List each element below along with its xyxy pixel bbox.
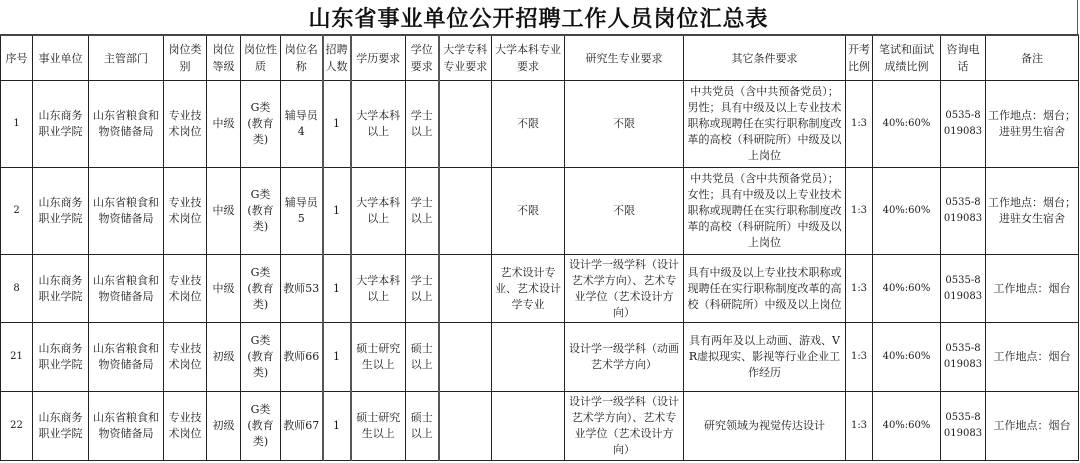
cell-unit[interactable]: 山东商务职业学院 <box>33 323 89 392</box>
col-header-grade[interactable]: 岗位等级 <box>207 35 241 81</box>
cell-other-text: 中共党员（含中共预备党员）；男性；具有中级及以上专业技术职称或现聘任在实行职称制度改革的高校（科研院所）中级及以上岗位 <box>687 85 842 162</box>
cell-college-major[interactable] <box>439 81 492 168</box>
cell-nature[interactable]: G类(教育类) <box>241 168 281 255</box>
cell-bachelor-major[interactable] <box>492 392 565 461</box>
cell-dept[interactable]: 山东省粮食和物资储备局 <box>89 255 164 323</box>
table-row <box>1 81 1079 168</box>
cell-dept[interactable]: 山东省粮食和物资储备局 <box>89 81 164 168</box>
cell-seq[interactable]: 2 <box>1 168 33 255</box>
cell-phone[interactable]: 0535-8019083 <box>941 255 986 323</box>
cell-college-major[interactable] <box>439 323 492 392</box>
cell-degree[interactable]: 学士以上 <box>406 255 439 323</box>
cell-phone[interactable]: 0535-8019083 <box>941 323 986 392</box>
cell-count[interactable]: 1 <box>323 392 351 461</box>
cell-degree[interactable]: 学士以上 <box>406 81 439 168</box>
cell-other[interactable]: 研究领域为视觉传达设计 <box>684 392 846 461</box>
cell-graduate-major[interactable]: 设计学一级学科（设计艺术学方向）、艺术专业学位（艺术设计方向） <box>565 255 684 323</box>
cell-category[interactable]: 专业技术岗位 <box>164 392 207 461</box>
col-header-bachelor-major[interactable]: 大学本科专业要求 <box>492 35 565 81</box>
col-header-count[interactable]: 招聘人数 <box>323 35 351 81</box>
cell-other[interactable] <box>684 168 846 255</box>
cell-bachelor-major[interactable] <box>492 323 565 392</box>
col-header-phone[interactable]: 咨询电话 <box>941 35 986 81</box>
cell-degree[interactable]: 硕士以上 <box>406 392 439 461</box>
cell-count[interactable]: 1 <box>323 168 351 255</box>
cell-post-name[interactable]: 辅导员5 <box>281 168 323 255</box>
table-title: 山东省事业单位公开招聘工作人员岗位汇总表 <box>0 0 1078 34</box>
cell-score-ratio[interactable]: 40%:60% <box>873 81 941 168</box>
col-header-seq[interactable]: 序号 <box>1 35 33 81</box>
cell-unit[interactable]: 山东商务职业学院 <box>33 255 89 323</box>
col-header-remark[interactable]: 备注 <box>986 35 1079 81</box>
cell-grade[interactable]: 初级 <box>207 323 241 392</box>
table-row <box>1 392 1079 461</box>
cell-ratio[interactable]: 1:3 <box>846 81 873 168</box>
cell-post-name[interactable]: 辅导员4 <box>281 81 323 168</box>
cell-unit[interactable]: 山东商务职业学院 <box>33 392 89 461</box>
cell-ratio[interactable]: 1:3 <box>846 168 873 255</box>
cell-graduate-major[interactable]: 不限 <box>565 168 684 255</box>
cell-category[interactable]: 专业技术岗位 <box>164 81 207 168</box>
cell-remark[interactable]: 工作地点：烟台 <box>986 255 1079 323</box>
cell-other[interactable]: 具有两年及以上动画、游戏、VR虚拟现实、影视等行业企业工作经历 <box>684 323 846 392</box>
cell-bachelor-major[interactable]: 不限 <box>492 168 565 255</box>
cell-graduate-major[interactable]: 不限 <box>565 81 684 168</box>
cell-score-ratio[interactable]: 40%:60% <box>873 255 941 323</box>
cell-remark[interactable]: 工作地点：烟台；进驻女生宿舍 <box>986 168 1079 255</box>
cell-unit[interactable]: 山东商务职业学院 <box>33 168 89 255</box>
col-header-education[interactable]: 学历要求 <box>351 35 406 81</box>
cell-education[interactable]: 硕士研究生以上 <box>351 392 406 461</box>
cell-phone[interactable]: 0535-8019083 <box>941 392 986 461</box>
cell-unit[interactable]: 山东商务职业学院 <box>33 81 89 168</box>
cell-seq[interactable]: 8 <box>1 255 33 323</box>
cell-other[interactable]: 具有中级及以上专业技术职称或现聘任在实行职称制度改革的高校（科研院所）中级及以上岗位 <box>684 255 846 323</box>
cell-graduate-major[interactable]: 设计学一级学科（动画艺术学方向） <box>565 323 684 392</box>
cell-ratio[interactable]: 1:3 <box>846 392 873 461</box>
table-row <box>1 255 1079 323</box>
cell-college-major[interactable] <box>439 168 492 255</box>
cell-grade[interactable]: 中级 <box>207 255 241 323</box>
cell-degree[interactable]: 硕士以上 <box>406 323 439 392</box>
cell-bachelor-major[interactable]: 艺术设计专业、艺术设计学专业 <box>492 255 565 323</box>
cell-remark[interactable]: 工作地点：烟台 <box>986 392 1079 461</box>
cell-college-major[interactable] <box>439 392 492 461</box>
cell-seq[interactable]: 1 <box>1 81 33 168</box>
col-header-other[interactable]: 其它条件要求 <box>684 35 846 81</box>
cell-grade[interactable]: 中级 <box>207 168 241 255</box>
cell-remark[interactable]: 工作地点：烟台 <box>986 323 1079 392</box>
col-header-ratio[interactable]: 开考比例 <box>846 35 873 81</box>
cell-dept[interactable]: 山东省粮食和物资储备局 <box>89 392 164 461</box>
cell-dept[interactable]: 山东省粮食和物资储备局 <box>89 323 164 392</box>
cell-education[interactable]: 大学本科以上 <box>351 81 406 168</box>
table-row <box>1 168 1079 255</box>
cell-nature[interactable]: G类(教育类) <box>241 255 281 323</box>
cell-degree[interactable]: 学士以上 <box>406 168 439 255</box>
cell-graduate-major[interactable]: 设计学一级学科（设计艺术学方向）、艺术专业学位（艺术设计方向） <box>565 392 684 461</box>
cell-count[interactable]: 1 <box>323 81 351 168</box>
table-row <box>1 323 1079 392</box>
cell-bachelor-major[interactable]: 不限 <box>492 81 565 168</box>
cell-ratio[interactable]: 1:3 <box>846 323 873 392</box>
col-header-college-major[interactable]: 大学专科专业要求 <box>439 35 492 81</box>
cell-score-ratio[interactable]: 40%:60% <box>873 323 941 392</box>
col-header-dept[interactable]: 主管部门 <box>89 35 164 81</box>
cell-education[interactable]: 大学本科以上 <box>351 168 406 255</box>
col-header-category[interactable]: 岗位类别 <box>164 35 207 81</box>
col-header-unit[interactable]: 事业单位 <box>33 35 89 81</box>
col-header-score-ratio[interactable]: 笔试和面试成绩比例 <box>873 35 941 81</box>
col-header-graduate-major[interactable]: 研究生专业要求 <box>565 35 684 81</box>
cell-grade[interactable]: 初级 <box>207 392 241 461</box>
cell-dept[interactable]: 山东省粮食和物资储备局 <box>89 168 164 255</box>
cell-count[interactable]: 1 <box>323 255 351 323</box>
cell-category[interactable]: 专业技术岗位 <box>164 168 207 255</box>
cell-college-major[interactable] <box>439 255 492 323</box>
cell-phone[interactable]: 0535-8019083 <box>941 168 986 255</box>
cell-other-text: 中共党员（含中共预备党员）；女性；具有中级及以上专业技术职称或现聘任在实行职称制度改革的高校（科研院所）中级及以上岗位 <box>687 172 842 249</box>
cell-post-name[interactable]: 教师66 <box>281 323 323 392</box>
cell-grade[interactable]: 中级 <box>207 81 241 168</box>
positions-table <box>0 34 1079 461</box>
cell-count[interactable]: 1 <box>323 323 351 392</box>
cell-education[interactable]: 大学本科以上 <box>351 255 406 323</box>
cell-post-name[interactable]: 教师67 <box>281 392 323 461</box>
cell-nature[interactable]: G类(教育类) <box>241 323 281 392</box>
cell-education[interactable]: 硕士研究生以上 <box>351 323 406 392</box>
cell-remark[interactable]: 工作地点：烟台；进驻男生宿舍 <box>986 81 1079 168</box>
cell-post-name[interactable]: 教师53 <box>281 255 323 323</box>
col-header-degree[interactable]: 学位要求 <box>406 35 439 81</box>
col-header-nature[interactable]: 岗位性质 <box>241 35 281 81</box>
cell-ratio[interactable]: 1:3 <box>846 255 873 323</box>
cell-seq[interactable]: 21 <box>1 323 33 392</box>
cell-seq[interactable]: 22 <box>1 392 33 461</box>
cell-category[interactable]: 专业技术岗位 <box>164 255 207 323</box>
cell-score-ratio[interactable]: 40%:60% <box>873 392 941 461</box>
cell-nature[interactable]: G类(教育类) <box>241 81 281 168</box>
cell-score-ratio[interactable]: 40%:60% <box>873 168 941 255</box>
cell-phone[interactable]: 0535-8019083 <box>941 81 986 168</box>
cell-nature[interactable]: G类(教育类) <box>241 392 281 461</box>
header-row <box>1 35 1079 81</box>
cell-other[interactable] <box>684 81 846 168</box>
cell-category[interactable]: 专业技术岗位 <box>164 323 207 392</box>
col-header-post-name[interactable]: 岗位名称 <box>281 35 323 81</box>
